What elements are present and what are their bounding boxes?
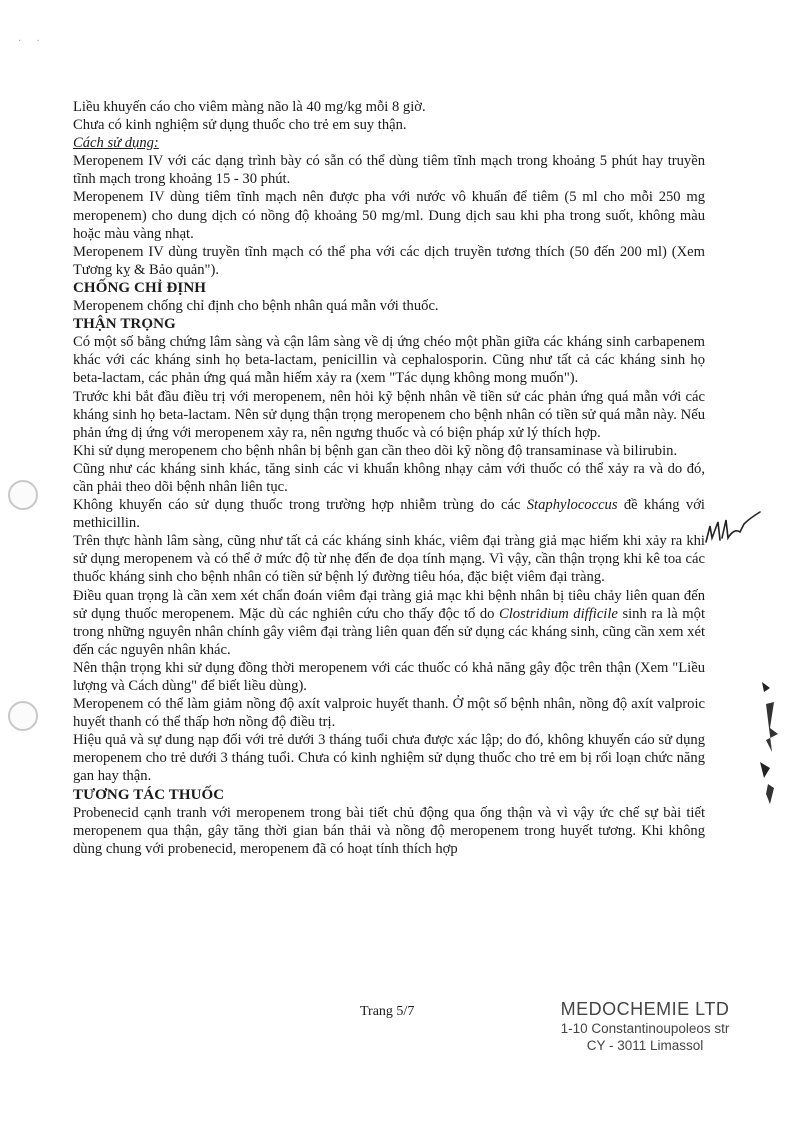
clostridium-term: Clostridium difficile: [499, 605, 618, 622]
precautions-paragraph-3: Khi sử dụng meropenem cho bệnh nhân bị bệnh gan cần theo dõi kỹ nồng độ transaminase và bilirubin.: [73, 442, 678, 459]
stamp-fragment-mark: [752, 678, 788, 808]
usage-subheading: Cách sử dụng:: [73, 135, 159, 152]
document-body: [73, 98, 705, 858]
company-stamp: [540, 998, 750, 1054]
contraindications-paragraph: Meropenem chống chỉ định cho bệnh nhân quá mẫn với thuốc.: [73, 298, 439, 315]
precautions-paragraph-2: Trước khi bắt đầu điều trị với meropenem, nên hỏi kỹ bệnh nhân về tiền sử các phản ứng quá mẫn với các kháng sinh họ beta-lactam. Nên sử dụng thận trọng meropenem cho bệnh nhân có tiền sử quá mẫn này. Nếu phản ứng dị ứng với meropenem xảy ra, nên ngưng thuốc và có biện pháp xử lý thích hợp.: [73, 388, 705, 441]
precautions-paragraph-1: Có một số bằng chứng lâm sàng và cận lâm sàng về dị ứng chéo một phần giữa các kháng sinh carbapenem khác với các kháng sinh họ beta-lactam, penicillin và cephalosporin. Cũng như tất cả các kháng sinh họ beta-lactam, các phản ứng quá mẫn hiếm xảy ra (xem "Tác dụng không mong muốn").: [73, 334, 705, 387]
precautions-paragraph-5: [73, 496, 705, 532]
precautions-paragraph-6: Trên thực hành lâm sàng, cũng như tất cả các kháng sinh khác, viêm đại tràng giả mạc hiếm khi xảy ra khi sử dụng meropenem và có thể ở mức độ từ nhẹ đến đe dọa tính mạng. Vì vậy, cần thận trọng khi kê toa các thuốc kháng sinh cho bệnh nhân có tiền sử bệnh lý đường tiêu hóa, đặc biệt viêm đại tràng.: [73, 533, 705, 586]
company-name: MEDOCHEMIE LTD: [560, 999, 730, 1019]
precautions-paragraph-5-text: Không khuyến cáo sử dụng thuốc trong trường hợp nhiễm trùng do các: [73, 497, 521, 514]
company-address-line-2: CY - 3011 Limassol: [586, 1038, 704, 1053]
renal-children-note: Chưa có kinh nghiệm sử dụng thuốc cho trẻ em suy thận.: [73, 117, 407, 134]
interactions-paragraph-1: Probenecid cạnh tranh với meropenem trong bài tiết chủ động qua ống thận và vì vậy ức chế sự bài tiết meropenem qua thận, gây tăng thời gian bán thải và nồng độ meropenem trong huyết tương. Khi không dùng chung với probenecid, meropenem đã có hoạt tính thích hợp: [73, 804, 705, 857]
precautions-paragraph-7-end: sinh ra là một trong những nguyên nhân chính gây viêm đại tràng liên quan đến sử dụng các kháng sinh, cũng cần xem xét đến các nguyên nhân khác.: [73, 605, 705, 658]
precautions-heading: THẬN TRỌNG: [73, 316, 176, 333]
punch-hole-bottom: [8, 701, 38, 731]
usage-paragraph-2: Meropenem IV dùng tiêm tĩnh mạch nên được pha với nước vô khuẩn để tiêm (5 ml cho mỗi 250 mg meropenem) cho dung dịch có nồng độ khoảng 50 mg/ml. Dung dịch sau khi pha trong suốt, không màu hoặc màu vàng nhạt.: [73, 189, 705, 242]
precautions-paragraph-9: Meropenem có thể làm giảm nồng độ axít valproic huyết thanh. Ở một số bệnh nhân, nồng độ axít valproic huyết thanh có thể thấp hơn nồng độ điều trị.: [73, 696, 705, 731]
scan-specks: · ·: [18, 36, 40, 47]
precautions-paragraph-8: Nên thận trọng khi sử dụng đồng thời meropenem với các thuốc có khả năng gây độc trên thận (Xem "Liều lượng và Cách dùng" để biết liều dùng).: [73, 659, 705, 694]
usage-paragraph-3: Meropenem IV dùng truyền tĩnh mạch có thể pha với các dịch truyền tương thích (50 đến 200 ml) (Xem Tương kỵ & Bảo quản").: [73, 243, 705, 278]
company-address-line-1: 1-10 Constantinoupoleos str: [560, 1021, 730, 1036]
staphylococcus-term: Staphylococcus: [526, 497, 618, 514]
dosage-meningitis: Liều khuyến cáo cho viêm màng não là 40 mg/kg mỗi 8 giờ.: [73, 99, 426, 115]
precautions-paragraph-5-end: đề kháng với methicillin.: [73, 497, 705, 532]
precautions-paragraph-4: Cũng như các kháng sinh khác, tăng sinh các vi khuẩn không nhạy cảm với thuốc có thể xảy ra và do đó, cần phải theo dõi bệnh nhân liên tục.: [73, 460, 705, 495]
punch-hole-top: [8, 480, 38, 510]
interactions-heading: TƯƠNG TÁC THUỐC: [73, 786, 225, 803]
handwritten-initials-mark: [700, 508, 764, 548]
precautions-paragraph-10: Hiệu quả và sự dung nạp đối với trẻ dưới 3 tháng tuổi chưa được xác lập; do đó, không khuyến cáo sử dụng meropenem cho trẻ dưới 3 tháng tuổi. Chưa có kinh nghiệm sử dụng thuốc cho trẻ em bị rối loạn chức năng gan hay thận.: [73, 732, 705, 785]
precautions-paragraph-7-text: Điều quan trọng là cần xem xét chẩn đoán viêm đại tràng giả mạc khi bệnh nhân bị tiêu chảy liên quan đến sử dụng thuốc meropenem. Mặc dù các nghiên cứu cho thấy độc tố do: [73, 587, 705, 622]
contraindications-heading: CHỐNG CHỈ ĐỊNH: [73, 279, 207, 296]
usage-paragraph-1: Meropenem IV với các dạng trình bày có sẵn có thể dùng tiêm tĩnh mạch trong khoảng 5 phút hay truyền tĩnh mạch trong khoảng 15 - 30 phút.: [73, 153, 705, 188]
precautions-paragraph-7: [73, 587, 705, 659]
page-number: Trang 5/7: [360, 1004, 415, 1019]
